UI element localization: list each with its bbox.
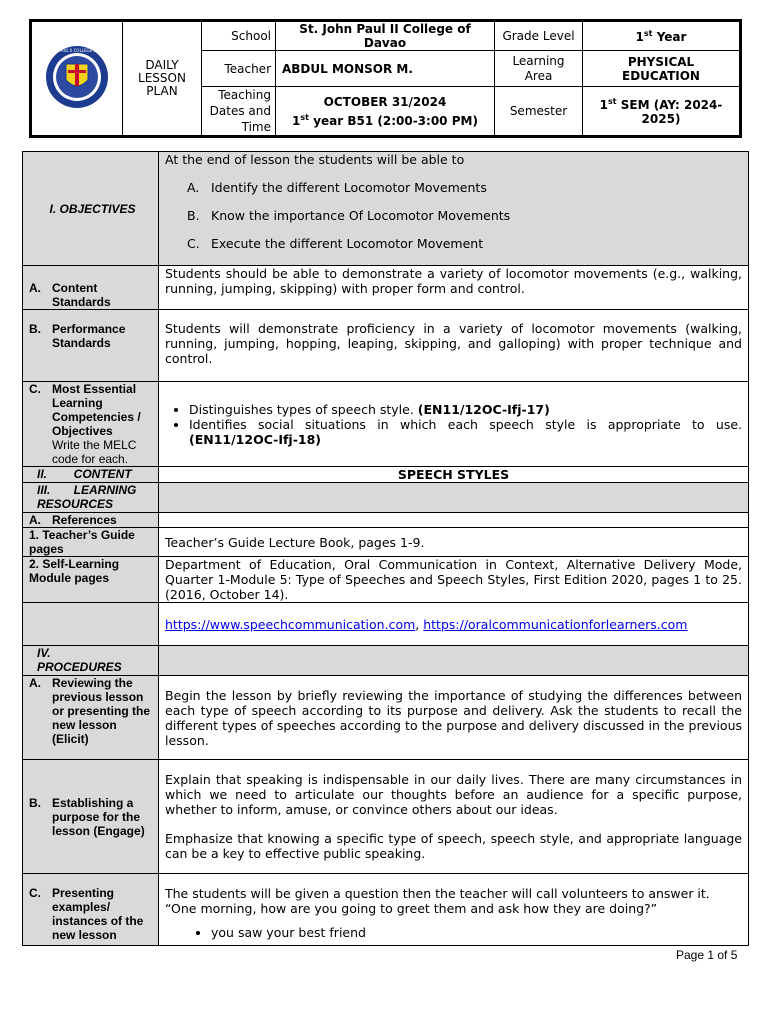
procedures-label: IV. PROCEDURES [23, 646, 159, 676]
teacher-label: Teacher [202, 51, 276, 87]
presenting-question: “One morning, how are you going to greet them and ask how they are doing?” [165, 901, 658, 916]
area-label: Learning Area [495, 51, 583, 87]
links-label [23, 603, 159, 646]
resources-row [23, 483, 749, 513]
melc-item: • Distinguishes types of speech style. (EN11/12OC-Ifj-17) [189, 402, 742, 417]
engage-cell [159, 760, 749, 874]
references-label: A. References [23, 513, 159, 528]
area-value: PHYSICAL EDUCATION [583, 51, 741, 87]
resources-label: III. LEARNING RESOURCES [23, 483, 159, 513]
objective-item: A. Identify the different Locomotor Movements [187, 180, 487, 195]
objective-item: B. Know the importance Of Locomotor Movements [187, 208, 511, 223]
content-standards-text: Students should be able to demonstrate a variety of locomotor movements (e.g., walking, running, jumping, skipping) with proper form and control. [159, 266, 749, 310]
page-number: Page 1 of 5 [676, 948, 738, 962]
elicit-text: Begin the lesson by briefly reviewing the importance of studying the differences between each type of speech according to its purpose and delivery. Ask the students to recall the different types of speeches according to the purpose and delivery discussed in the previous lesson. [159, 676, 749, 760]
speechcommunication-link[interactable]: https://www.speechcommunication.com [165, 616, 416, 632]
objectives-label: I. OBJECTIVES [23, 152, 159, 266]
logo-cell [31, 21, 123, 137]
references-row [23, 513, 749, 528]
grade-label: Grade Level [495, 21, 583, 51]
resources-cell [159, 483, 749, 513]
references-cell [159, 513, 749, 528]
content-standards-row [23, 266, 749, 310]
content-label: II. CONTENT [23, 467, 159, 483]
presenting-paragraph: The students will be given a question then the teacher will call volunteers to answer it. [165, 886, 710, 901]
objectives-list [165, 180, 742, 251]
teacher-value: ABDUL MONSOR M. [276, 51, 495, 87]
melc-note: Write the MELC code for each. [52, 438, 137, 466]
performance-standards-row [23, 310, 749, 382]
presenting-label: C. Presenting examples/ instances of the new lesson [23, 874, 159, 946]
plan-title: DAILY LESSON PLAN [123, 21, 202, 137]
engage-row [23, 760, 749, 874]
slm-label: 2. Self-Learning Module pages [23, 557, 159, 603]
logo-text: ST. JOHN PAUL II COLLEGE OF DAVAO [40, 48, 114, 53]
engage-paragraph: Explain that speaking is indispensable in our daily lives. There are many circumstances in which we need to articulate our thoughts before an audience for a specific purpose, whether to inform, amuse, or convince others about our ideas. [165, 772, 742, 817]
teachers-guide-label: 1. Teacher’s Guide pages [23, 528, 159, 557]
school-value: St. John Paul II College of Davao [276, 21, 495, 51]
melc-row [23, 382, 749, 467]
elicit-row [23, 676, 749, 760]
performance-standards-label: B. Performance Standards [23, 310, 159, 382]
presenting-row [23, 874, 749, 946]
objective-item: C. Execute the different Locomotor Movement [187, 236, 484, 251]
school-label: School [202, 21, 276, 51]
teachers-guide-row [23, 528, 749, 557]
objectives-row [23, 152, 749, 266]
content-row [23, 467, 749, 483]
elicit-label: A. Reviewing the previous lesson or presenting the new lesson (Elicit) [23, 676, 159, 760]
slm-text: Department of Education, Oral Communication in Context, Alternative Delivery Mode, Quarter 1-Module 5: Type of Speeches and Speech Styles, First Edition 2020, pages 1 to 25. (2016, October 14). [159, 557, 749, 603]
melc-item: • Identifies social situations in which each speech style is appropriate to use. (EN11/12OC-Ifj-18) [189, 417, 742, 447]
semester-label: Semester [495, 87, 583, 137]
engage-label: B. Establishing a purpose for the lesson (Engage) [23, 760, 159, 874]
objectives-cell [159, 152, 749, 266]
dates-label: Teaching Dates and Time [202, 87, 276, 137]
performance-standards-text: Students will demonstrate proficiency in a variety of locomotor movements (walking, running, jumping, hopping, leaping, skipping, and galloping) with proper technique and control. [159, 310, 749, 382]
engage-paragraph: Emphasize that knowing a specific type of speech, speech style, and appropriate language can be a key to effective public speaking. [165, 831, 742, 861]
semester-value: 1st SEM (AY: 2024-2025) [583, 87, 741, 137]
links-cell: https://www.speechcommunication.com, https://oralcommunicationforlearners.com [159, 603, 749, 646]
oralcommunication-link[interactable]: https://oralcommunicationforlearners.com [423, 616, 688, 632]
presenting-cell [159, 874, 749, 946]
content-value: SPEECH STYLES [159, 467, 749, 483]
dates-value: OCTOBER 31/2024 1st year B51 (2:00-3:00 PM) [276, 87, 495, 137]
header-table [29, 19, 742, 138]
teachers-guide-text: Teacher’s Guide Lecture Book, pages 1-9. [159, 528, 749, 557]
procedures-cell [159, 646, 749, 676]
objectives-intro: At the end of lesson the students will be able to [165, 152, 465, 167]
procedures-row [23, 646, 749, 676]
slm-row [23, 557, 749, 603]
melc-cell [159, 382, 749, 467]
presenting-bullet: • you saw your best friend [211, 925, 742, 940]
melc-label: C. Most Essential Learning Competencies / Objectives Write the MELC code for each. [23, 382, 159, 467]
lesson-plan-table [22, 151, 749, 946]
school-logo [40, 42, 114, 112]
grade-value: 1st Year [583, 21, 741, 51]
content-standards-label: A. Content Standards [23, 266, 159, 310]
links-row [23, 603, 749, 646]
